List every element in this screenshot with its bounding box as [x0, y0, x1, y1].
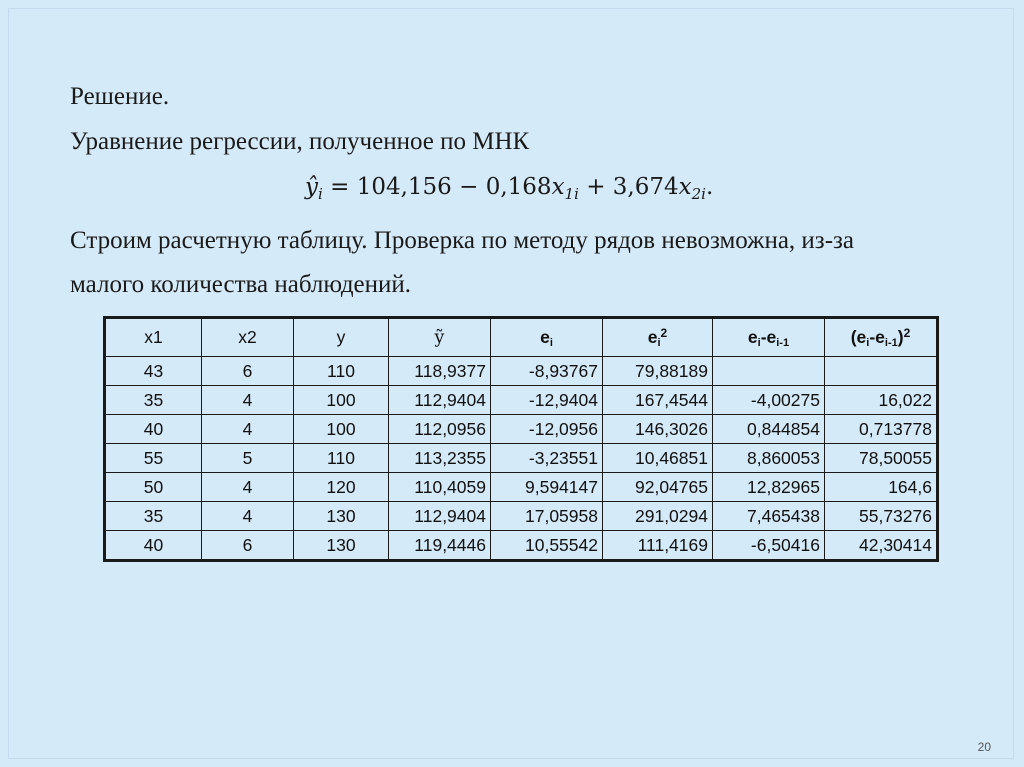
cell-x1: 40 — [106, 415, 202, 444]
cell-ei: -3,23551 — [491, 444, 603, 473]
cell-yhat: 110,4059 — [389, 473, 491, 502]
cell-ei-squared: 92,04765 — [603, 473, 713, 502]
cell-ei-diff: 12,82965 — [713, 473, 825, 502]
cell-y: 120 — [294, 473, 389, 502]
cell-yhat: 112,0956 — [389, 415, 491, 444]
cell-ei: 9,594147 — [491, 473, 603, 502]
formula-part-1: = 104,156 − 0,168 — [322, 174, 552, 200]
cell-x1: 35 — [106, 386, 202, 415]
table-row — [106, 502, 937, 531]
formula-yhat-sub: i — [318, 185, 323, 203]
cell-y: 130 — [294, 502, 389, 531]
cell-ei-diff-squared: 0,713778 — [825, 415, 937, 444]
cell-ei: -12,0956 — [491, 415, 603, 444]
cell-ei-squared: 111,4169 — [603, 531, 713, 560]
cell-yhat: 118,9377 — [389, 357, 491, 386]
header-ei-diff-squared: $(e_i-e_{i-1})^2$ — [825, 319, 937, 357]
cell-ei-diff-squared: 55,73276 — [825, 502, 937, 531]
formula-end: . — [705, 174, 714, 200]
formula-yhat: ŷ — [305, 174, 318, 200]
regression-formula — [305, 172, 713, 209]
calculation-table — [105, 318, 937, 560]
table-intro-text-2: малого количества наблюдений. — [70, 271, 412, 298]
cell-ei-squared: 291,0294 — [603, 502, 713, 531]
header-y: y — [294, 319, 389, 357]
table-row — [106, 386, 937, 415]
cell-y: 100 — [294, 386, 389, 415]
header-ei: $e_i$ — [491, 319, 603, 357]
cell-x1: 55 — [106, 444, 202, 473]
cell-yhat: 119,4446 — [389, 531, 491, 560]
cell-x2: 4 — [202, 502, 294, 531]
cell-x1: 40 — [106, 531, 202, 560]
cell-ei-diff-squared: 164,6 — [825, 473, 937, 502]
cell-y: 130 — [294, 531, 389, 560]
cell-x2: 4 — [202, 386, 294, 415]
header-ei-squared: $e_i^2$ — [603, 319, 713, 357]
cell-ei: -8,93767 — [491, 357, 603, 386]
formula-x2: x — [678, 174, 692, 200]
cell-y: 110 — [294, 444, 389, 473]
formula-x1: x — [551, 174, 565, 200]
header-ei-diff: $e_i-e_{i-1}$ — [713, 319, 825, 357]
table-row — [106, 357, 937, 386]
formula-x2-sub: 2i — [691, 185, 706, 203]
cell-ei-squared: 167,4544 — [603, 386, 713, 415]
table-header-row — [106, 319, 937, 357]
cell-ei-squared: 146,3026 — [603, 415, 713, 444]
cell-ei-squared: 10,46851 — [603, 444, 713, 473]
cell-y: 100 — [294, 415, 389, 444]
cell-ei-diff: 7,465438 — [713, 502, 825, 531]
cell-ei-diff-squared — [825, 357, 937, 386]
cell-x2: 4 — [202, 415, 294, 444]
cell-x2: 5 — [202, 444, 294, 473]
cell-yhat: 112,9404 — [389, 386, 491, 415]
cell-x1: 43 — [106, 357, 202, 386]
header-x2: x2 — [202, 319, 294, 357]
cell-x2: 4 — [202, 473, 294, 502]
cell-ei: 10,55542 — [491, 531, 603, 560]
cell-ei-squared: 79,88189 — [603, 357, 713, 386]
cell-x1: 50 — [106, 473, 202, 502]
cell-ei-diff: -6,50416 — [713, 531, 825, 560]
cell-x1: 35 — [106, 502, 202, 531]
formula-part-2: + 3,674 — [578, 174, 679, 200]
table-row — [106, 415, 937, 444]
cell-x2: 6 — [202, 531, 294, 560]
cell-y: 110 — [294, 357, 389, 386]
table-row — [106, 531, 937, 560]
cell-ei: -12,9404 — [491, 386, 603, 415]
header-x1: x1 — [106, 319, 202, 357]
header-yhat: ỹ — [389, 319, 491, 357]
cell-ei-diff-squared: 78,50055 — [825, 444, 937, 473]
table-intro-text-1: Строим расчетную таблицу. Проверка по методу рядов невозможна, из-за — [70, 227, 854, 254]
cell-ei-diff: -4,00275 — [713, 386, 825, 415]
cell-ei-diff-squared: 42,30414 — [825, 531, 937, 560]
table-row — [106, 444, 937, 473]
regression-intro-text: Уравнение регрессии, полученное по МНК — [70, 128, 530, 155]
heading-solution: Решение. — [70, 83, 170, 110]
table-row — [106, 473, 937, 502]
cell-ei: 17,05958 — [491, 502, 603, 531]
cell-ei-diff: 0,844854 — [713, 415, 825, 444]
cell-x2: 6 — [202, 357, 294, 386]
cell-ei-diff — [713, 357, 825, 386]
cell-yhat: 112,9404 — [389, 502, 491, 531]
page-number: 20 — [977, 740, 991, 754]
cell-ei-diff-squared: 16,022 — [825, 386, 937, 415]
cell-yhat: 113,2355 — [389, 444, 491, 473]
cell-ei-diff: 8,860053 — [713, 444, 825, 473]
formula-x1-sub: 1i — [564, 185, 579, 203]
